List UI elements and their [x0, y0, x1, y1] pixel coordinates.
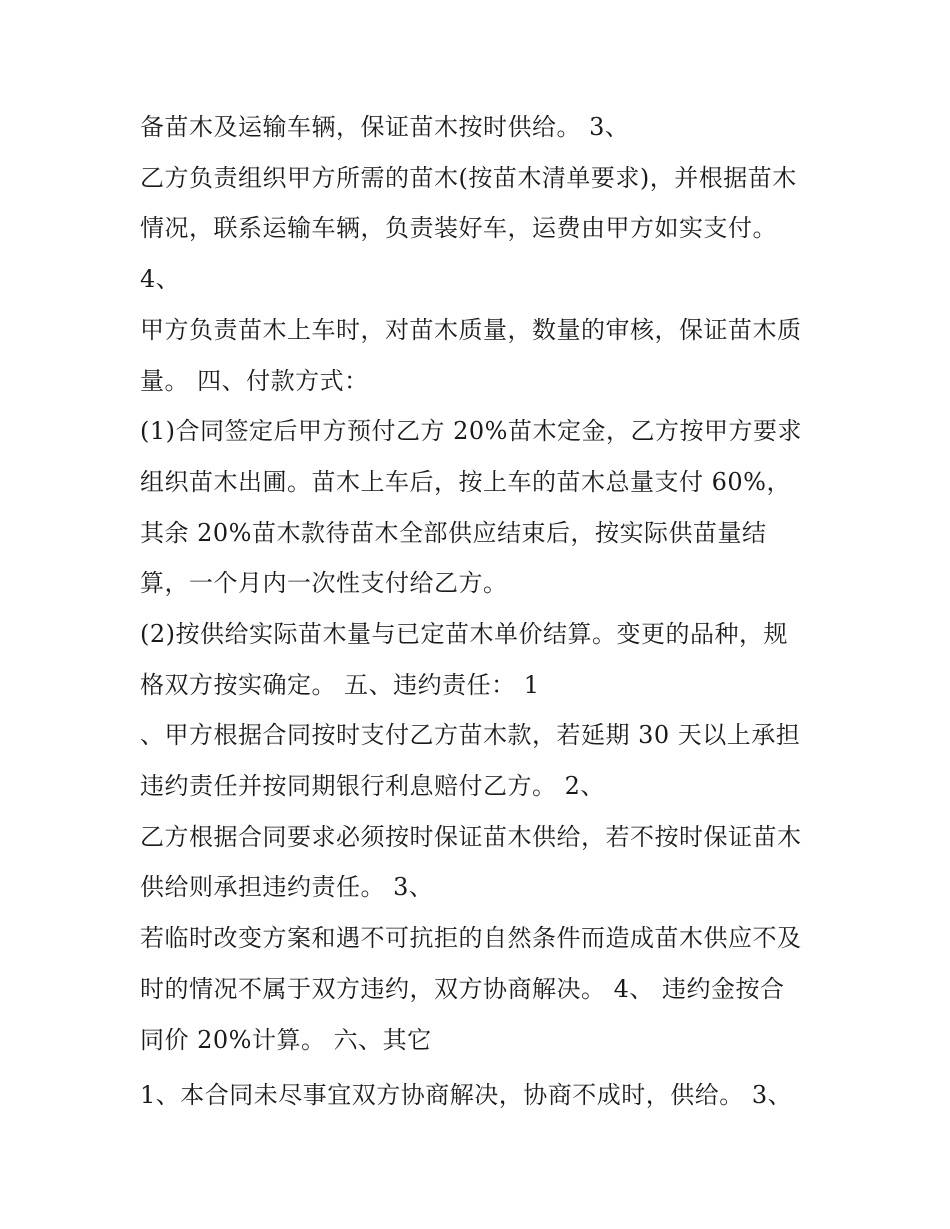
text-line: 供给则承担违约责任。 3、 — [140, 873, 434, 901]
text-line: 甲方负责苗木上车时，对苗木质量，数量的审核，保证苗木质 — [140, 316, 802, 344]
text-line: 违约责任并按同期银行利息赔付乙方。 2、 — [140, 772, 605, 800]
text-line: 格双方按实确定。 五、违约责任： 1 — [140, 671, 540, 699]
text-line: 量。 四、付款方式： — [140, 367, 369, 395]
text-line: 同价 20%计算。 六、其它 — [140, 1026, 432, 1054]
text-line: 时的情况不属于双方违约，双方协商解决。 4、 违约金按合 — [140, 975, 785, 1003]
text-line: 其余 20%苗木款待苗木全部供应结束后，按实际供苗量结 — [140, 519, 767, 547]
text-line: 1、本合同未尽事宜双方协商解决，协商不成时，供给。 3、 — [140, 1081, 793, 1109]
text-line: 组织苗木出圃。苗木上车后，按上车的苗木总量支付 60%， — [140, 468, 791, 496]
text-line: (2)按供给实际苗木量与已定苗木单价结算。变更的品种，规 — [140, 620, 788, 648]
text-line: 情况，联系运输车辆，负责装好车，运费由甲方如实支付。 — [140, 214, 777, 242]
text-line: 算，一个月内一次性支付给乙方。 — [140, 569, 508, 597]
text-line: 乙方负责组织甲方所需的苗木(按苗木清单要求)，并根据苗木 — [140, 164, 797, 192]
text-line: 4、 — [140, 265, 181, 293]
text-line: 乙方根据合同要求必须按时保证苗木供给，若不按时保证苗木 — [140, 823, 802, 851]
text-line: 备苗木及运输车辆，保证苗木按时供给。 3、 — [140, 113, 630, 141]
text-line: 若临时改变方案和遇不可抗拒的自然条件而造成苗木供应不及 — [140, 924, 802, 952]
text-line: 、甲方根据合同按时支付乙方苗木款，若延期 30 天以上承担 — [140, 721, 801, 749]
text-line: (1)合同签定后甲方预付乙方 20%苗木定金，乙方按甲方要求 — [140, 417, 802, 445]
